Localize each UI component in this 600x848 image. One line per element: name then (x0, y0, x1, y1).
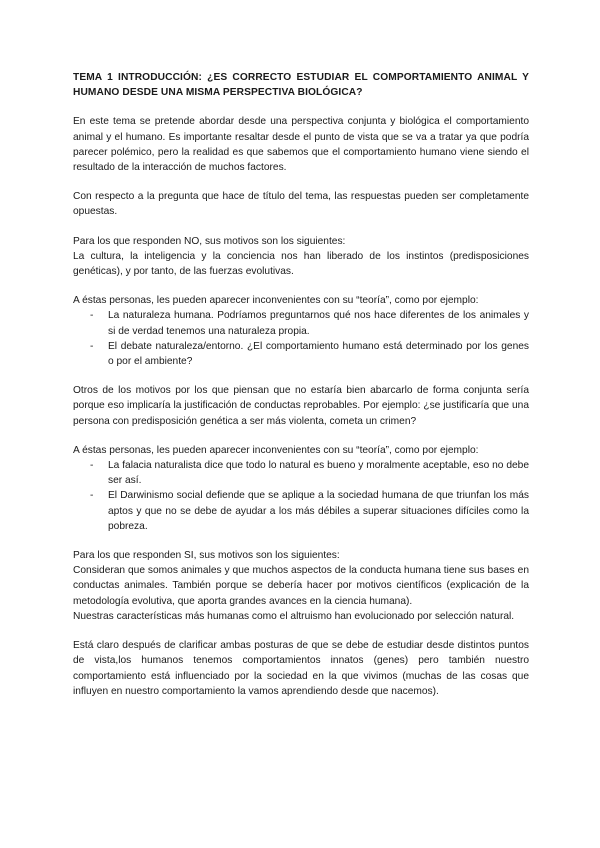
no-heading: Para los que responden NO, sus motivos son los siguientes: (73, 235, 346, 247)
spacer (73, 220, 529, 234)
document-title: TEMA 1 INTRODUCCIÓN: ¿ES CORRECTO ESTUDIAR EL COMPORTAMIENTO ANIMAL Y HUMANO DESDE UNA MISMA PERSPECTIVA BIOLÓGICA? (73, 72, 529, 99)
no-problems-intro: A éstas personas, les pueden aparecer inconvenientes con su “teoría”, como por ejemplo: (73, 295, 479, 307)
yes-reason-paragraph-2: Nuestras características más humanas como el altruismo han evolucionado por selección natural. (73, 610, 515, 622)
spacer (73, 279, 529, 293)
list-item: - La falacia naturalista dice que todo lo natural es bueno y moralmente aceptable, eso no debe ser así. (73, 458, 529, 488)
other-problems-intro: A éstas personas, les pueden aparecer inconvenientes con su “teoría”, como por ejemplo: (73, 444, 479, 456)
list-item: - El debate naturaleza/entorno. ¿El comportamiento humano está determinado por los genes o por el ambiente? (73, 339, 529, 369)
other-problems-list (73, 458, 529, 534)
yes-heading: Para los que responden SI, sus motivos son los siguientes: (73, 550, 340, 562)
list-item: - El Darwinismo social defiende que se aplique a la sociedad humana de que triunfan los más aptos y que no se debe de ayudar a los más débiles a superar situaciones difíciles como la pobreza. (73, 488, 529, 534)
spacer (73, 175, 529, 189)
spacer (73, 534, 529, 548)
no-reason-paragraph: La cultura, la inteligencia y la conciencia nos han liberado de los instintos (predisposiciones genéticas), y por tanto, de las fuerzas evolutivas. (73, 250, 529, 278)
spacer (73, 429, 529, 443)
intro-paragraph: En este tema se pretende abordar desde una perspectiva conjunta y biológica el comportamiento animal y el humano. Es importante resaltar desde el punto de vista que se va a tratar ya que podría parecer polémico, pero la realidad es que sabemos que el comportamiento humano viene siendo el resultado de la interacción de muchos factores. (73, 116, 529, 174)
list-item: - La naturaleza humana. Podríamos preguntarnos qué nos hace diferentes de los animales y si de verdad tenemos una naturaleza propia. (73, 308, 529, 338)
spacer (73, 624, 529, 638)
spacer (73, 369, 529, 383)
question-note-paragraph: Con respecto a la pregunta que hace de título del tema, las respuestas pueden ser completamente opuestas. (73, 191, 529, 218)
no-problems-list (73, 308, 529, 369)
document-page (73, 70, 529, 699)
other-reasons-paragraph: Otros de los motivos por los que piensan que no estaría bien abarcarlo de forma conjunta sería porque eso implicaría la justificación de conductas reprobables. Por ejemplo: ¿se justificaría que una persona con predisposición genética a ser más violenta, cometa un crimen? (73, 385, 529, 427)
conclusion-paragraph: Está claro después de clarificar ambas posturas de que se debe de estudiar desde distintos puntos de vista,los humanos tenemos comportamientos innatos (genes) pero también nuestro comportamiento está influenciado por la sociedad en la que vivimos (muchas de las cosas que influyen en nuestro comportamiento la vamos aprendiendo desde que nacemos). (73, 640, 529, 697)
yes-reason-paragraph: Consideran que somos animales y que muchos aspectos de la conducta humana tiene sus bases en conductas animales. También porque se debería hacer por motivos científicos (explicación de la metodología evolutiva, que aporta grandes avances en la ciencia humana). (73, 565, 529, 607)
